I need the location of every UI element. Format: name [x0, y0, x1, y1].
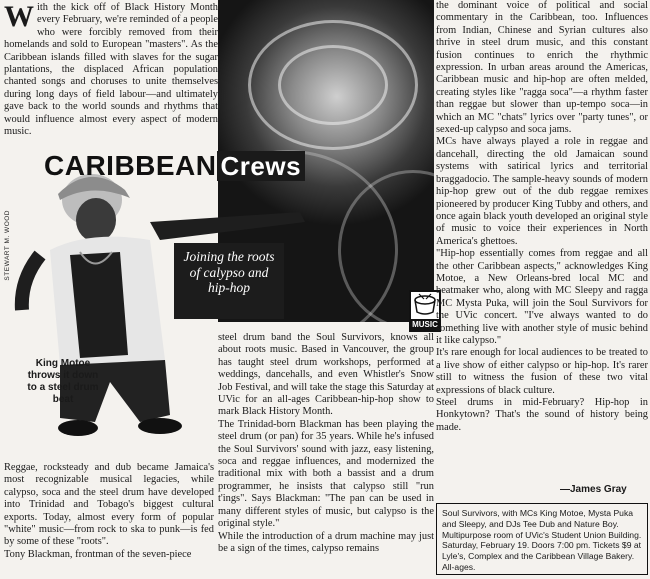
photo-caption: King Motoe throws it down to a steel drum beat: [27, 358, 99, 405]
music-logo-label: MUSIC: [412, 320, 438, 329]
col1-bottom: [4, 462, 214, 561]
headline-crews: Crews: [217, 151, 306, 181]
paragraph: The Trinidad-born Blackman has been playing the steel drum (or pan) for 35 years. While he's infused the Soul Survivors' sound with jazz, easy listening, soca and reggae influences, and modernized the traditional mix with both a bassist and a drum programmer, he insists that calypso still "run t'ings". Says Blackman: "The pan can be used in many different styles of music, but calypso is the original style.": [218, 418, 434, 530]
intro-paragraph: [4, 2, 218, 138]
photo-credit: STEWART M. WOOD: [4, 210, 11, 281]
drum-icon: [411, 292, 439, 318]
paragraph: "Hip-hop essentially comes from reggae and all the other Caribbean aspects," acknowledges King Motoe, a New Orleans-bred local MC and beatmaker who, along with MC Sleepy and ragga MC Mysta Puka, will join the Soul Survivors for the UVic concert. "I've always wanted to do something live with another style of music behind it like calypso.": [436, 248, 648, 346]
byline: —James Gray: [560, 484, 627, 495]
paragraph: the dominant voice of political and social commentary in the Caribbean, too. Influences from Indian, Chinese and Syrian cultures also thrive in steel drum music, and this constant fusion continues to enrich the rhythmic expression. In urban areas around the Americas, Caribbean music and hip-hop are often melded, creating styles like "ragga soca"—a rhythm faster than reggae but slower than up-tempo soca—in which an MC "chats" lyrics over "party tunes", or sexed-up calypso and soca jams.: [436, 0, 648, 136]
paragraph: While the introduction of a drum machine may just be a sign of the times, calypso remains: [218, 530, 434, 554]
paragraph: MCs have always played a role in reggae and dancehall, directing the old Jamaican sound systems with satirical lyrics and territorial braggadocio. The sample-heavy sounds of modern hip-hop grew out of the dub reggae remixes pioneered by producer King Tubby and others, and once again black youth developed an original style of music to voice their experiences in North America's ghettoes.: [436, 136, 648, 247]
deck-subheadline: Joining the roots of calypso and hip-hop: [174, 243, 284, 319]
paragraph: Tony Blackman, frontman of the seven-piece: [4, 548, 192, 560]
drop-cap: W: [4, 0, 34, 33]
paragraph: Reggae, rocksteady and dub became Jamaica's most recognizable musical legacies, while calypso, soca and the steel drum have developed into Trinidad and Tobago's biggest cultural exports. Today, almost every form of popular "white" music—from rock to ska to punk—is fed by some of these "roots".: [4, 462, 214, 548]
headline: [44, 150, 344, 192]
headline-caribbean: CARIBBEAN: [44, 150, 217, 181]
col3: [436, 0, 648, 434]
col2: [218, 332, 434, 555]
paragraph: Steel drums in mid-February? Hip-hop in Honkytown? That's the sound of history being made.: [436, 397, 648, 433]
paragraph: It's rare enough for local audiences to be treated to a live show of either calypso or hip-hop. It's rarer still to witness the fusion of these two vital expressions of black culture.: [436, 347, 648, 396]
intro-text: ith the kick off of Black History Month every February, we're reminded of a people who were forcibly removed from their homelands and sold to European "masters". As the Caribbean islands filled with slaves for the sugar plantations, the displaced African population chanted songs and choruses to unite themselves during long days of field labour—and ultimately gave back to the world sounds and rhythms that would influence almost every aspect of modern music.: [4, 2, 218, 138]
paragraph: steel drum band the Soul Survivors, knows all about roots music. Based in Vancouver, the group has taught steel drum workshops, performed at weddings, dancehalls, and even Whistler's Snow Job Festival, and will take the stage this Saturday at UVic for an all-ages Caribbean-hip-hop show to mark Black History Month.: [218, 332, 434, 418]
event-info-box: Soul Survivors, with MCs King Motoe, Mysta Puka and Sleepy, and DJs Tee Dub and Nature Boy. Multipurpose room of UVic's Student Union Building. Saturday, February 19. Doors 7:00 pm. Tickets $9 at Lyle's, Complex and the Caribbean Village Bakery. All-ages.: [436, 503, 648, 575]
